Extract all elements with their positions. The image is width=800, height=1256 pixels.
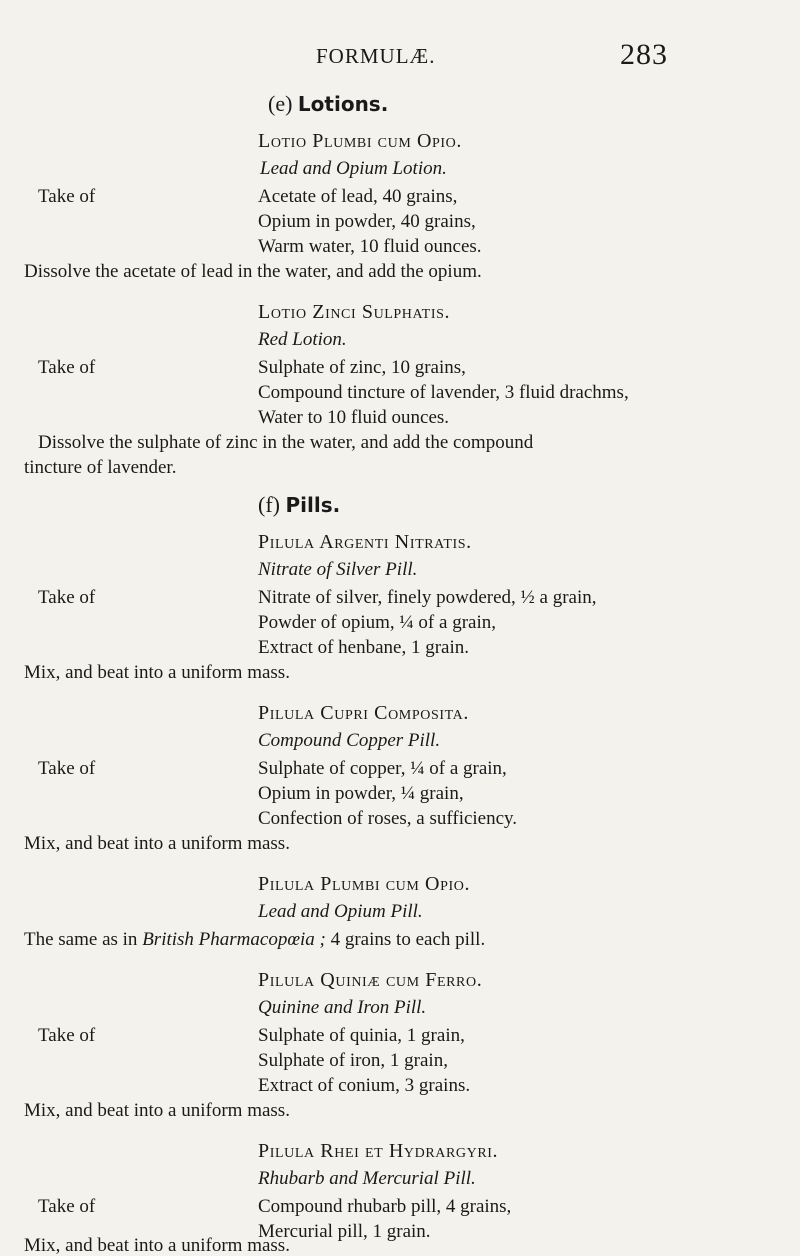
- page-number: 283: [620, 38, 668, 71]
- formula-note: [24, 928, 485, 952]
- ingredient-line: Opium in powder, ¼ grain,: [258, 783, 464, 804]
- formula-subtitle: Rhubarb and Mercurial Pill.: [258, 1168, 476, 1189]
- note-text: The same as in: [24, 929, 143, 950]
- take-of-label: Take of: [38, 1196, 96, 1217]
- formula-title: Pilula Cupri Composita.: [258, 702, 469, 724]
- take-of-label: Take of: [38, 758, 96, 779]
- formula-title: Pilula Plumbi cum Opio.: [258, 873, 471, 895]
- ingredient-line: Confection of roses, a sufficiency.: [258, 808, 518, 829]
- take-of-label: Take of: [38, 1025, 96, 1046]
- ingredient-line: Extract of henbane, 1 grain.: [258, 637, 470, 658]
- section-heading-lotions: [268, 92, 388, 116]
- directions: Mix, and beat into a uniform mass.: [24, 833, 290, 854]
- ingredient-line: Opium in powder, 40 grains,: [258, 211, 476, 232]
- formula-subtitle: Red Lotion.: [258, 329, 347, 350]
- formula-subtitle: Quinine and Iron Pill.: [258, 997, 427, 1018]
- note-text: 4 grains to each pill.: [325, 929, 486, 950]
- running-head: [0, 38, 800, 78]
- take-of-label: Take of: [38, 186, 96, 207]
- formula-subtitle: Lead and Opium Pill.: [258, 901, 423, 922]
- ingredient-line: Sulphate of iron, 1 grain,: [258, 1050, 448, 1071]
- section-title: Pills.: [285, 493, 341, 517]
- directions: Mix, and beat into a uniform mass.: [24, 662, 290, 683]
- formula-subtitle: Nitrate of Silver Pill.: [258, 559, 418, 580]
- ingredient-line: Sulphate of quinia, 1 grain,: [258, 1025, 465, 1046]
- running-title: FORMULÆ.: [316, 44, 436, 68]
- formula-title: Pilula Quiniæ cum Ferro.: [258, 969, 483, 991]
- section-marker: (f): [258, 492, 280, 517]
- ingredient-line: Water to 10 fluid ounces.: [258, 407, 450, 428]
- ingredient-line: Sulphate of zinc, 10 grains,: [258, 357, 466, 378]
- directions-continued: tincture of lavender.: [24, 457, 177, 478]
- formula-subtitle: Compound Copper Pill.: [258, 730, 441, 751]
- directions: Mix, and beat into a uniform mass.: [24, 1235, 290, 1256]
- formula-title: Pilula Argenti Nitratis.: [258, 531, 472, 553]
- ingredient-line: Extract of conium, 3 grains.: [258, 1075, 471, 1096]
- formula-title: Lotio Plumbi cum Opio.: [258, 130, 462, 152]
- take-of-label: Take of: [38, 357, 96, 378]
- ingredient-line: Powder of opium, ¼ of a grain,: [258, 612, 496, 633]
- directions: Dissolve the acetate of lead in the water, and add the opium.: [24, 261, 482, 282]
- ingredient-line: Compound rhubarb pill, 4 grains,: [258, 1196, 512, 1217]
- directions: Dissolve the sulphate of zinc in the water, and add the compound: [38, 432, 534, 453]
- section-title: Lotions.: [297, 92, 389, 116]
- ingredient-line: Compound tincture of lavender, 3 fluid drachms,: [258, 382, 629, 403]
- ingredient-line: Mercurial pill, 1 grain.: [258, 1221, 431, 1242]
- section-marker: (e): [268, 91, 293, 116]
- ingredient-line: Warm water, 10 fluid ounces.: [258, 236, 482, 257]
- section-heading-pills: [258, 493, 340, 517]
- formula-title: Lotio Zinci Sulphatis.: [258, 301, 451, 323]
- ingredient-line: Nitrate of silver, finely powdered, ½ a grain,: [258, 587, 597, 608]
- directions: Mix, and beat into a uniform mass.: [24, 1100, 290, 1121]
- pharmacopoeia-reference: British Pharmacopœia ;: [142, 929, 326, 950]
- ingredient-line: Sulphate of copper, ¼ of a grain,: [258, 758, 507, 779]
- ingredient-line: Acetate of lead, 40 grains,: [258, 186, 458, 207]
- formula-title: Pilula Rhei et Hydrargyri.: [258, 1140, 499, 1162]
- formula-subtitle: Lead and Opium Lotion.: [260, 158, 447, 179]
- take-of-label: Take of: [38, 587, 96, 608]
